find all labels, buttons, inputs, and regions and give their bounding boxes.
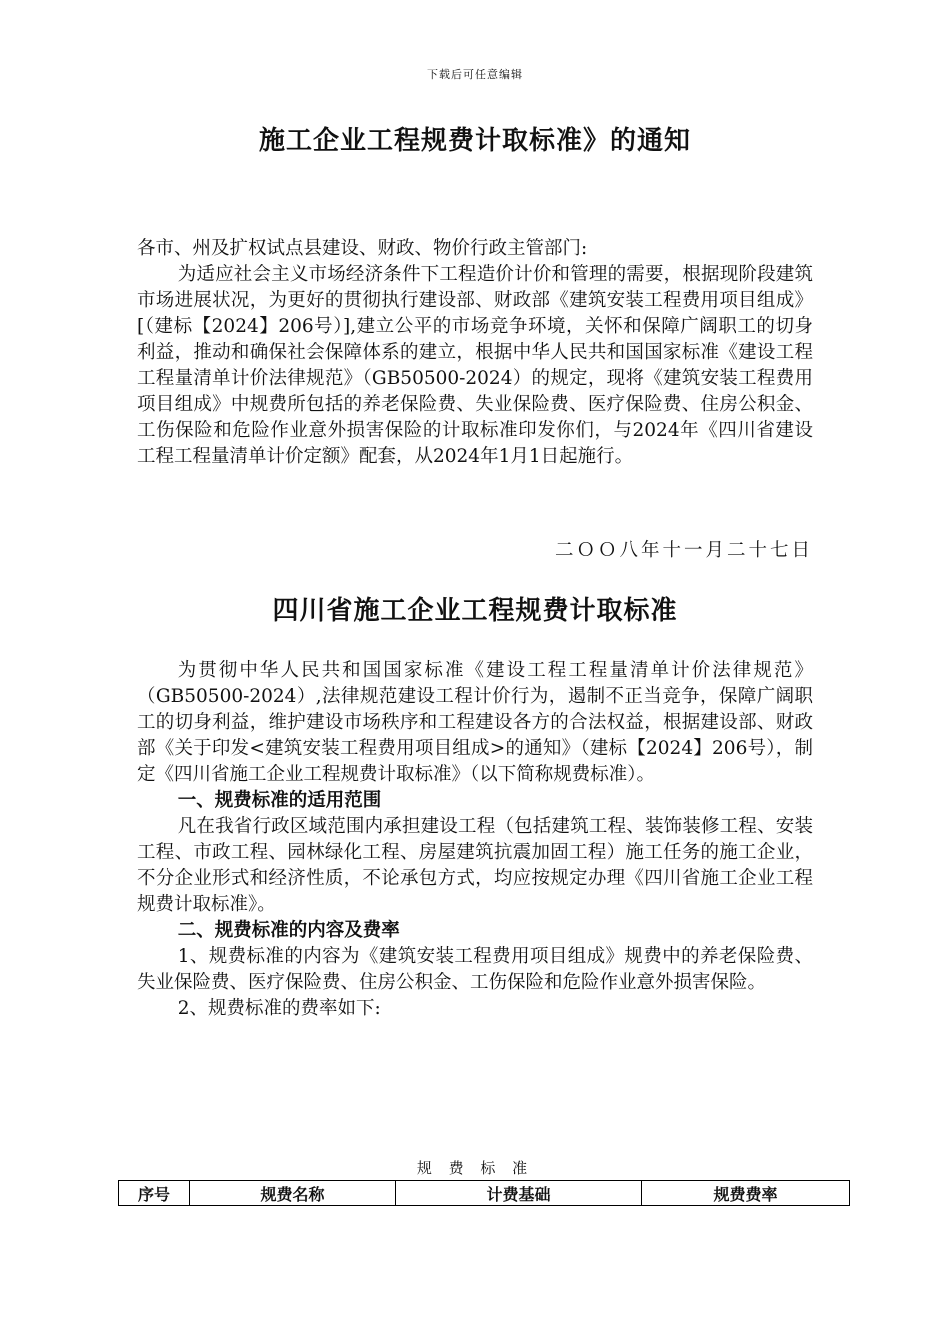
- col-header-fee-name: 规费名称: [190, 1181, 396, 1206]
- section1-heading: 一、规费标准的适用范围: [177, 790, 382, 811]
- fee-table: [118, 1180, 850, 1206]
- section1-body: 凡在我省行政区域范围内承担建设工程（包括建筑工程、装饰装修工程、安装工程、市政工程、园林绿化工程、房屋建筑抗震加固工程）施工任务的施工企业，不分企业形式和经济性质，不论承包方式，均应按规定办理《四川省施工企业工程规费计取标准》。: [137, 816, 813, 915]
- section2-item2: 2、规费标准的费率如下:: [177, 998, 381, 1019]
- standard-intro: 为贯彻中华人民共和国国家标准《建设工程工程量清单计价法律规范》（GB50500-2024）,法律规范建设工程计价行为，遏制不正当竞争，保障广阔职工的切身利益，维护建设市场秩序和工程建设各方的合法权益，根据建设部、财政部《关于印发<建筑安装工程费用项目组成>的通知》（建标【2024】206号），制定《四川省施工企业工程规费计取标准》（以下简称规费标准）。: [137, 660, 813, 785]
- col-header-basis: 计费基础: [396, 1181, 642, 1206]
- notice-salutation: 各市、州及扩权试点县建设、财政、物价行政主管部门:: [137, 238, 588, 259]
- notice-title: 施工企业工程规费计取标准》的通知: [258, 126, 691, 156]
- fee-table-header-row: [119, 1181, 850, 1206]
- notice-date: 二ＯＯ八年十一月二十七日: [554, 540, 813, 561]
- standard-title: 四川省施工企业工程规费计取标准: [272, 596, 678, 626]
- standard-body-block: [137, 658, 813, 1022]
- col-header-rate: 规费费率: [642, 1181, 850, 1206]
- table-caption: 规 费 标 准: [416, 1159, 534, 1177]
- col-header-index: 序号: [119, 1181, 190, 1206]
- section2-item1: 1、规费标准的内容为《建筑安装工程费用项目组成》规费中的养老保险费、失业保险费、医疗保险费、住房公积金、工伤保险和危险作业意外损害保险。: [137, 946, 813, 993]
- notice-body-block: [137, 236, 813, 470]
- section2-heading: 二、规费标准的内容及费率: [177, 920, 400, 941]
- page-header-note: 下载后可任意编辑: [427, 68, 523, 81]
- notice-body: 为适应社会主义市场经济条件下工程造价计价和管理的需要，根据现阶段建筑市场进展状况，为更好的贯彻执行建设部、财政部《建筑安装工程费用项目组成》[（建标【2024】206号）],建立公平的市场竞争环境，关怀和保障广阔职工的切身利益，推动和确保社会保障体系的建立，根据中华人民共和国国家标准《建设工程工程量清单计价法律规范》（GB50500-2024）的规定，现将《建筑安装工程费用项目组成》中规费所包括的养老保险费、失业保险费、医疗保险费、住房公积金、工伤保险和危险作业意外损害保险的计取标准印发你们，与2024年《四川省建设工程工程量清单计价定额》配套，从2024年1月1日起施行。: [137, 264, 813, 467]
